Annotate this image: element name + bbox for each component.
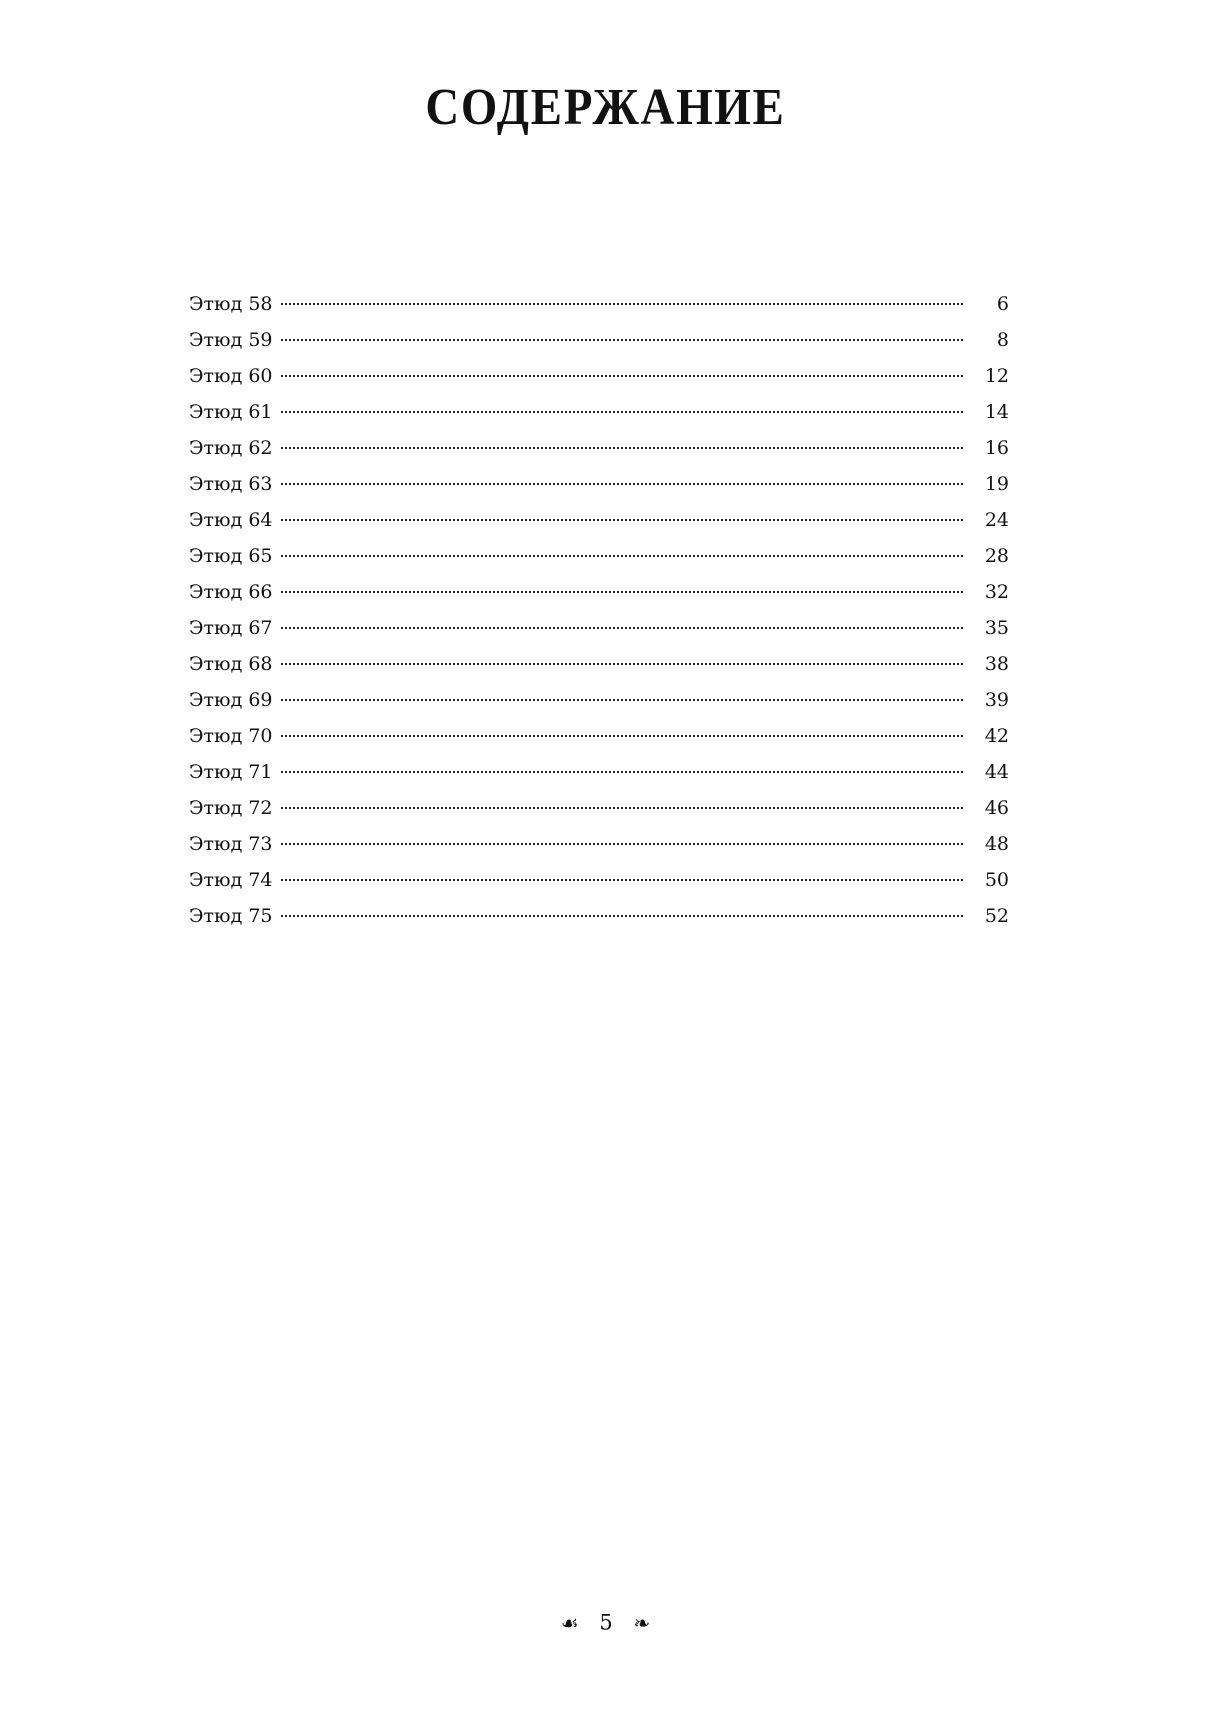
- dot-leader: [281, 771, 963, 773]
- toc-entry[interactable]: [189, 682, 1009, 718]
- toc-entry-title: Этюд 58: [189, 293, 273, 315]
- toc-entry-page: 24: [984, 509, 1009, 531]
- toc-entry[interactable]: [189, 790, 1009, 826]
- dot-leader: [281, 483, 963, 485]
- toc-entry-page: 6: [996, 293, 1009, 315]
- dot-leader: [281, 663, 963, 665]
- page-footer: [0, 1606, 1211, 1638]
- toc-entry[interactable]: [189, 286, 1009, 322]
- toc-entry-title: Этюд 62: [189, 437, 273, 459]
- dot-leader: [281, 879, 963, 881]
- toc-entry-title: Этюд 65: [189, 545, 273, 567]
- toc-entry-page: 46: [984, 797, 1009, 819]
- toc-entry[interactable]: [189, 322, 1009, 358]
- toc-entry[interactable]: [189, 826, 1009, 862]
- toc-entry[interactable]: [189, 718, 1009, 754]
- toc-entry[interactable]: [189, 358, 1009, 394]
- toc-entry-title: Этюд 59: [189, 329, 273, 351]
- toc-entry-page: 42: [984, 725, 1009, 747]
- dot-leader: [281, 807, 963, 809]
- toc-entry-page: 35: [984, 617, 1009, 639]
- dot-leader: [281, 699, 963, 701]
- toc-entry-title: Этюд 71: [189, 761, 273, 783]
- dot-leader: [281, 375, 963, 377]
- toc-entry[interactable]: [189, 538, 1009, 574]
- ornament-left-icon: ☙: [560, 1610, 579, 1635]
- toc-entry-page: 52: [984, 905, 1009, 927]
- dot-leader: [281, 555, 963, 557]
- dot-leader: [281, 303, 963, 305]
- dot-leader: [281, 591, 963, 593]
- toc-entry-title: Этюд 61: [189, 401, 273, 423]
- toc-entry-page: 14: [984, 401, 1009, 423]
- page-number: 5: [599, 1610, 613, 1635]
- toc-entry-title: Этюд 66: [189, 581, 273, 603]
- page-title: СОДЕРЖАНИЕ: [425, 79, 786, 136]
- toc-entry[interactable]: [189, 466, 1009, 502]
- toc-entry[interactable]: [189, 394, 1009, 430]
- toc-entry-title: Этюд 67: [189, 617, 273, 639]
- toc-entry-title: Этюд 75: [189, 905, 273, 927]
- toc-entry-page: 48: [984, 833, 1009, 855]
- toc-entry-page: 8: [996, 329, 1009, 351]
- toc-entry-title: Этюд 68: [189, 653, 273, 675]
- toc-entry-page: 50: [984, 869, 1009, 891]
- dot-leader: [281, 627, 963, 629]
- toc-entry[interactable]: [189, 610, 1009, 646]
- toc-entry-title: Этюд 74: [189, 869, 273, 891]
- toc-entry-page: 44: [984, 761, 1009, 783]
- toc-entry[interactable]: [189, 502, 1009, 538]
- toc-entry[interactable]: [189, 646, 1009, 682]
- toc-entry-title: Этюд 60: [189, 365, 273, 387]
- toc-entry-title: Этюд 73: [189, 833, 273, 855]
- toc-entry[interactable]: [189, 754, 1009, 790]
- toc-entry-page: 16: [984, 437, 1009, 459]
- table-of-contents: [189, 286, 1009, 934]
- toc-entry-title: Этюд 63: [189, 473, 273, 495]
- toc-entry-title: Этюд 64: [189, 509, 273, 531]
- toc-entry[interactable]: [189, 862, 1009, 898]
- ornament-right-icon: ❧: [633, 1610, 651, 1635]
- toc-entry-page: 38: [984, 653, 1009, 675]
- dot-leader: [281, 339, 963, 341]
- dot-leader: [281, 519, 963, 521]
- dot-leader: [281, 915, 963, 917]
- toc-entry-page: 28: [984, 545, 1009, 567]
- toc-entry-page: 39: [984, 689, 1009, 711]
- toc-entry-page: 19: [984, 473, 1009, 495]
- dot-leader: [281, 447, 963, 449]
- toc-entry[interactable]: [189, 430, 1009, 466]
- dot-leader: [281, 411, 963, 413]
- toc-entry-title: Этюд 72: [189, 797, 273, 819]
- toc-entry-page: 32: [984, 581, 1009, 603]
- toc-entry-page: 12: [984, 365, 1009, 387]
- toc-entry[interactable]: [189, 574, 1009, 610]
- toc-entry[interactable]: [189, 898, 1009, 934]
- dot-leader: [281, 843, 963, 845]
- toc-entry-title: Этюд 70: [189, 725, 273, 747]
- toc-entry-title: Этюд 69: [189, 689, 273, 711]
- dot-leader: [281, 735, 963, 737]
